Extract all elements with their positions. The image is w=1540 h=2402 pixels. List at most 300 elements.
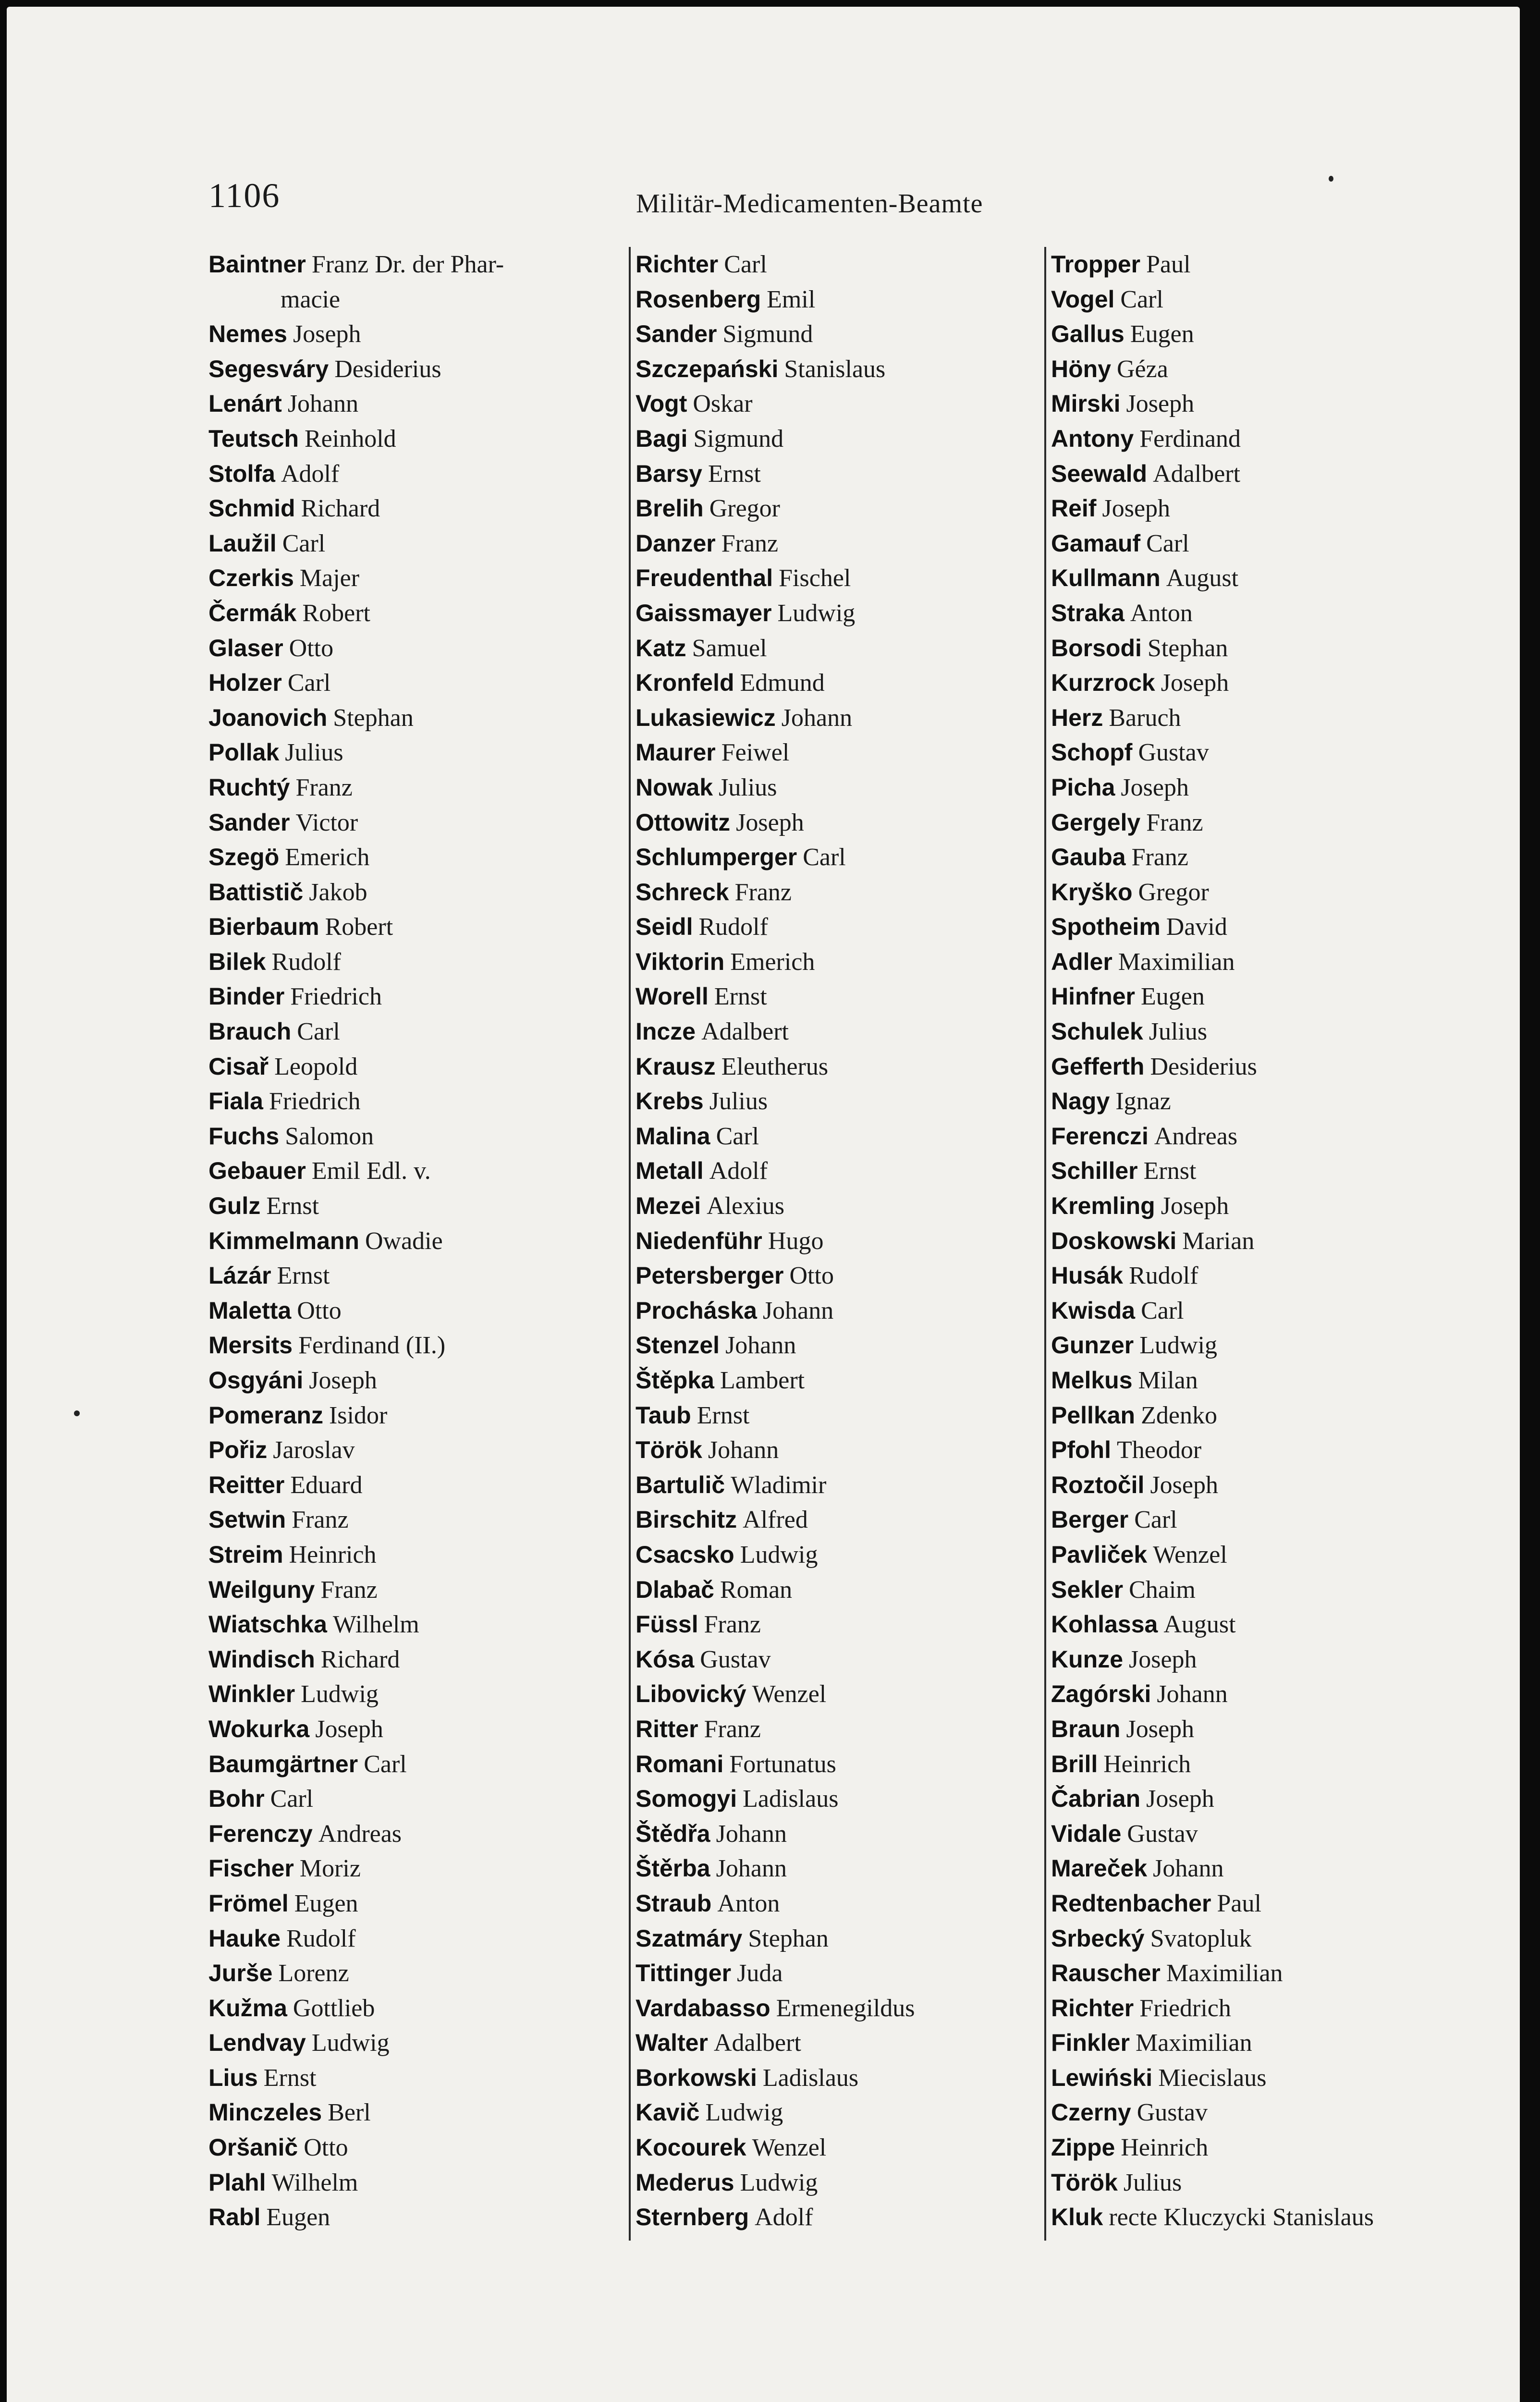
given-name: Carl <box>270 1785 314 1813</box>
given-name: Johann <box>781 704 853 732</box>
list-item <box>208 805 593 840</box>
surname: Worell <box>636 983 709 1010</box>
list-item <box>1051 1258 1531 1293</box>
given-name: Maximilian <box>1118 948 1235 976</box>
list-item <box>208 631 593 666</box>
surname: Kwisda <box>1051 1297 1136 1324</box>
given-name: Franz <box>292 1506 349 1534</box>
given-name: Paul <box>1217 1889 1261 1917</box>
surname: Weilguny <box>208 1576 315 1603</box>
ink-speck <box>74 1410 80 1416</box>
surname: Ottowitz <box>636 809 731 836</box>
given-name: Joseph <box>1121 773 1189 801</box>
surname: Hauke <box>208 1924 281 1952</box>
list-item <box>1051 909 1531 944</box>
surname: Gaissmayer <box>636 599 772 626</box>
given-name: Fortunatus <box>729 1750 836 1778</box>
surname: Bierbaum <box>208 913 319 941</box>
list-item <box>636 2130 1039 2165</box>
surname: Libovický <box>636 1680 746 1708</box>
given-name: Wenzel <box>1153 1541 1227 1569</box>
given-name: Oskar <box>693 390 753 418</box>
list-item <box>636 665 1039 700</box>
list-item <box>1051 2060 1531 2096</box>
given-name: Samuel <box>692 634 767 662</box>
list-item <box>1051 1712 1531 1747</box>
given-name: Majer <box>299 564 360 592</box>
given-name: Carl <box>297 1018 340 1046</box>
surname: Czerkis <box>208 564 294 592</box>
list-item <box>1051 1607 1531 1642</box>
given-name: Edmund <box>740 669 825 697</box>
list-item <box>636 317 1039 352</box>
list-item <box>1051 735 1531 770</box>
surname: Seewald <box>1051 460 1148 487</box>
list-item <box>1051 282 1531 317</box>
surname: Pořiz <box>208 1436 268 1464</box>
given-name: Gustav <box>1127 1820 1198 1848</box>
list-item <box>208 1189 593 1224</box>
list-item <box>1051 1363 1531 1398</box>
surname: Zippe <box>1051 2134 1115 2161</box>
surname: Osgyáni <box>208 1367 304 1394</box>
given-name: Fischel <box>779 564 851 592</box>
given-name: Adolf <box>281 460 340 488</box>
surname: Sternberg <box>636 2204 749 2231</box>
surname: Stenzel <box>636 1332 720 1359</box>
list-item <box>208 1816 593 1851</box>
given-name: Eugen <box>1141 983 1205 1011</box>
given-name: Emil <box>767 285 816 313</box>
given-name: Gregor <box>709 495 780 523</box>
surname: Krausz <box>636 1053 716 1080</box>
surname: Doskowski <box>1051 1227 1177 1254</box>
list-item <box>208 944 593 980</box>
given-name: Svatopluk <box>1150 1924 1252 1952</box>
surname: Kósa <box>636 1645 695 1673</box>
list-item <box>1051 1398 1531 1433</box>
given-name: Wladimir <box>731 1471 827 1499</box>
surname: Teutsch <box>208 425 299 452</box>
surname: Straka <box>1051 599 1124 626</box>
surname: Binder <box>208 983 285 1010</box>
list-item <box>636 1677 1039 1712</box>
list-item <box>636 2200 1039 2235</box>
list-item <box>208 1502 593 1537</box>
given-name: Marian <box>1182 1227 1255 1255</box>
surname: Vardabasso <box>636 1994 770 2022</box>
surname: Ritter <box>636 1715 698 1742</box>
name-column-2 <box>629 247 1039 2241</box>
given-name: Otto <box>297 1297 342 1324</box>
surname: Kocourek <box>636 2134 746 2161</box>
given-name: Rudolf <box>271 948 341 976</box>
list-item <box>636 247 1039 282</box>
surname: Richter <box>636 251 719 278</box>
given-name: Géza <box>1117 355 1168 383</box>
ink-speck <box>1329 176 1333 182</box>
given-name: August <box>1163 1611 1236 1639</box>
given-name: Gustav <box>1137 2099 1208 2127</box>
given-name: Stephan <box>748 1924 829 1952</box>
given-name: Carl <box>282 529 326 557</box>
surname: Čermák <box>208 599 297 626</box>
list-item <box>208 247 593 282</box>
surname: Gebauer <box>208 1157 306 1185</box>
list-item <box>636 1153 1039 1189</box>
surname: Lukasiewicz <box>636 704 776 731</box>
given-name: Johann <box>716 1855 787 1883</box>
surname: Katz <box>636 634 686 662</box>
surname: Srbecký <box>1051 1924 1145 1952</box>
given-name: Otto <box>289 634 334 662</box>
list-item <box>1051 1956 1531 1991</box>
list-item <box>1051 665 1531 700</box>
list-item <box>208 1084 593 1119</box>
list-item <box>208 1049 593 1084</box>
given-name: Julius <box>1123 2169 1182 2196</box>
surname: Reitter <box>208 1471 285 1498</box>
list-item <box>1051 596 1531 631</box>
surname: Stolfa <box>208 460 275 487</box>
given-name: Joseph <box>1126 1715 1195 1743</box>
given-name: Juda <box>737 1960 783 1987</box>
surname: Nagy <box>1051 1088 1110 1115</box>
given-name: Franz <box>1146 809 1203 836</box>
list-item <box>636 1607 1039 1642</box>
surname: Maurer <box>636 739 716 766</box>
given-name: Carl <box>716 1122 759 1150</box>
given-name: Zdenko <box>1141 1401 1217 1429</box>
surname: Baintner <box>208 251 306 278</box>
surname: Ruchtý <box>208 773 290 801</box>
surname: Lenárt <box>208 390 282 417</box>
given-name: Emil Edl. v. <box>311 1157 431 1185</box>
surname: Fuchs <box>208 1122 280 1150</box>
given-name: Rudolf <box>286 1924 356 1952</box>
list-item <box>208 1642 593 1677</box>
given-name: Joseph <box>1150 1471 1218 1499</box>
list-item <box>1051 526 1531 561</box>
given-name: Paul <box>1146 251 1191 278</box>
given-name: Carl <box>1134 1506 1177 1534</box>
page-number: 1106 <box>208 176 281 215</box>
list-item <box>636 1224 1039 1259</box>
given-name: macie <box>281 285 341 313</box>
list-item <box>636 2095 1039 2130</box>
given-name: Roman <box>720 1576 793 1604</box>
given-name: Carl <box>724 251 767 278</box>
surname: Vogel <box>1051 285 1115 313</box>
given-name: Richard <box>320 1645 400 1673</box>
surname: Nemes <box>208 320 287 348</box>
surname: Seidl <box>636 913 693 941</box>
list-item <box>1051 1747 1531 1782</box>
surname: Joanovich <box>208 704 328 731</box>
surname: Lewiński <box>1051 2064 1153 2091</box>
given-name: Franz <box>734 878 792 906</box>
surname: Mirski <box>1051 390 1121 417</box>
given-name: Jakob <box>309 878 367 906</box>
list-item <box>208 1293 593 1328</box>
given-name: Gregor <box>1138 878 1209 906</box>
list-item <box>1051 700 1531 735</box>
surname: Jurše <box>208 1960 273 1987</box>
list-item <box>208 1677 593 1712</box>
surname: Bartulič <box>636 1471 725 1498</box>
surname: Bohr <box>208 1785 265 1813</box>
running-head: Militär-Medicamenten-Beamte <box>636 189 983 219</box>
given-name: Maximilian <box>1135 2029 1252 2057</box>
surname: Kremling <box>1051 1192 1155 1220</box>
given-name: Adalbert <box>713 2029 801 2057</box>
given-name: Carl <box>803 844 846 871</box>
given-name: Carl <box>287 669 331 697</box>
given-name: Joseph <box>1161 669 1229 697</box>
given-name: Johann <box>1157 1680 1228 1708</box>
given-name: Johann <box>725 1332 796 1360</box>
surname: Zagórski <box>1051 1680 1151 1708</box>
given-name: Sigmund <box>693 425 784 453</box>
given-name: Carl <box>1146 529 1189 557</box>
surname: Fiala <box>208 1088 263 1115</box>
surname: Mezei <box>636 1192 701 1220</box>
list-item <box>1051 317 1531 352</box>
surname: Finkler <box>1051 2029 1130 2057</box>
given-name: Wenzel <box>752 1680 827 1708</box>
list-item <box>1051 1084 1531 1119</box>
surname: Streim <box>208 1541 283 1568</box>
given-name: Carl <box>364 1750 407 1778</box>
list-item <box>636 1084 1039 1119</box>
surname: Tittinger <box>636 1960 732 1987</box>
surname: Vidale <box>1051 1820 1122 1847</box>
list-item <box>1051 352 1531 387</box>
list-item <box>636 1991 1039 2026</box>
list-item <box>208 1468 593 1503</box>
list-item <box>636 1398 1039 1433</box>
surname: Richter <box>1051 1994 1134 2022</box>
list-item <box>1051 1572 1531 1607</box>
given-name: Julius <box>719 773 777 801</box>
list-item <box>1051 805 1531 840</box>
given-name: Emerich <box>730 948 815 976</box>
list-item <box>208 2060 593 2096</box>
list-item <box>636 1886 1039 1921</box>
given-name: Milan <box>1138 1367 1198 1394</box>
surname: Čabrian <box>1051 1785 1141 1813</box>
given-name: Andreas <box>318 1820 402 1848</box>
surname: Picha <box>1051 773 1115 801</box>
surname: Melkus <box>1051 1367 1133 1394</box>
list-item <box>636 770 1039 805</box>
list-item <box>208 352 593 387</box>
list-item <box>636 1816 1039 1851</box>
list-item <box>208 1572 593 1607</box>
list-item <box>636 1363 1039 1398</box>
surname: Rabl <box>208 2204 261 2231</box>
list-item <box>208 1328 593 1363</box>
list-item <box>1051 631 1531 666</box>
given-name: Carl <box>1141 1297 1184 1324</box>
list-item <box>1051 1153 1531 1189</box>
list-item <box>636 1119 1039 1154</box>
list-item <box>1051 561 1531 596</box>
given-name: Joseph <box>1129 1645 1197 1673</box>
list-item <box>1051 1433 1531 1468</box>
surname: Gamauf <box>1051 529 1141 557</box>
list-item <box>1051 2200 1531 2235</box>
surname: Mareček <box>1051 1855 1148 1882</box>
given-name: Joseph <box>1126 390 1195 418</box>
surname: Sander <box>208 809 290 836</box>
list-item <box>636 386 1039 421</box>
list-item <box>208 770 593 805</box>
list-item <box>208 840 593 875</box>
list-item <box>208 1747 593 1782</box>
given-name: Gustav <box>700 1645 771 1673</box>
list-item <box>1051 1781 1531 1816</box>
given-name: Adalbert <box>701 1018 789 1046</box>
list-item <box>208 1119 593 1154</box>
surname: Adler <box>1051 948 1112 975</box>
list-item <box>208 1921 593 1956</box>
surname: Štědřa <box>636 1820 710 1847</box>
list-item <box>208 1433 593 1468</box>
list-item <box>636 2165 1039 2200</box>
given-name: Ladislaus <box>743 1785 839 1813</box>
given-name: Baruch <box>1109 704 1181 732</box>
list-item <box>636 1572 1039 1607</box>
given-name: Ernst <box>277 1262 330 1290</box>
surname: Szatmáry <box>636 1924 743 1952</box>
list-item <box>208 2200 593 2235</box>
given-name: Ludwig <box>740 2169 818 2196</box>
list-item <box>636 352 1039 387</box>
given-name: Johann <box>287 390 359 418</box>
given-name: Feiwel <box>721 739 790 767</box>
list-item <box>1051 2130 1531 2165</box>
surname: Rauscher <box>1051 1960 1161 1987</box>
list-item <box>636 421 1039 456</box>
given-name: Stephan <box>333 704 414 732</box>
list-item <box>1051 1816 1531 1851</box>
surname: Török <box>1051 2169 1118 2196</box>
list-item <box>636 1293 1039 1328</box>
list-item <box>636 735 1039 770</box>
given-name: Johann <box>716 1820 787 1848</box>
list-item <box>636 1712 1039 1747</box>
list-item <box>636 875 1039 910</box>
list-item <box>208 1781 593 1816</box>
list-item <box>636 840 1039 875</box>
list-item <box>636 561 1039 596</box>
given-name: Ernst <box>697 1401 750 1429</box>
given-name: Julius <box>285 739 343 767</box>
surname: Pollak <box>208 739 280 766</box>
surname: Štěpka <box>636 1367 714 1394</box>
list-item <box>636 1258 1039 1293</box>
surname: Kavič <box>636 2099 700 2126</box>
surname: Gauba <box>1051 844 1126 871</box>
surname: Mersits <box>208 1332 293 1359</box>
list-item <box>208 909 593 944</box>
surname: Gunzer <box>1051 1332 1134 1359</box>
surname: Husák <box>1051 1262 1124 1289</box>
list-item <box>208 1363 593 1398</box>
given-name: Theodor <box>1116 1436 1202 1464</box>
surname: Petersberger <box>636 1262 784 1289</box>
surname: Sander <box>636 320 717 348</box>
given-name: Adolf <box>709 1157 768 1185</box>
given-name: Otto <box>304 2134 348 2162</box>
surname: Schlumperger <box>636 844 797 871</box>
list-item <box>1051 1991 1531 2026</box>
given-name: Julius <box>1149 1018 1208 1046</box>
list-item <box>636 1502 1039 1537</box>
list-item <box>208 1607 593 1642</box>
surname: Maletta <box>208 1297 292 1324</box>
given-name: Otto <box>789 1262 834 1290</box>
surname: Hinfner <box>1051 983 1135 1010</box>
given-name: Anton <box>717 1889 780 1917</box>
list-item <box>1051 456 1531 491</box>
surname: Cisař <box>208 1053 269 1080</box>
given-name: Robert <box>325 913 393 941</box>
list-item <box>208 735 593 770</box>
list-item <box>636 1851 1039 1886</box>
surname: Wiatschka <box>208 1611 327 1638</box>
list-item <box>1051 247 1531 282</box>
list-item <box>636 596 1039 631</box>
given-name: Desiderius <box>1150 1053 1257 1080</box>
surname: Nowak <box>636 773 713 801</box>
list-item <box>1051 944 1531 980</box>
given-name: Victor <box>295 809 358 836</box>
given-name: Franz <box>704 1611 761 1639</box>
list-item <box>636 631 1039 666</box>
surname: Fischer <box>208 1855 294 1882</box>
surname: Gallus <box>1051 320 1124 348</box>
list-item <box>636 526 1039 561</box>
given-name: Moriz <box>299 1855 361 1883</box>
surname: Kronfeld <box>636 669 734 697</box>
given-name: Gottlieb <box>293 1994 375 2022</box>
list-item <box>1051 770 1531 805</box>
surname: Berger <box>1051 1506 1129 1533</box>
given-name: Maximilian <box>1166 1960 1283 1987</box>
list-item <box>208 421 593 456</box>
surname: Bagi <box>636 425 688 452</box>
list-item <box>636 909 1039 944</box>
given-name: Robert <box>302 599 370 627</box>
list-item <box>636 700 1039 735</box>
given-name: Salomon <box>285 1122 374 1150</box>
given-name: Wenzel <box>752 2134 827 2162</box>
surname: Ferenczi <box>1051 1122 1149 1150</box>
list-item <box>208 1537 593 1572</box>
list-item <box>1051 1049 1531 1084</box>
list-item <box>1051 1502 1531 1537</box>
surname: Kužma <box>208 1994 287 2022</box>
given-name: Franz <box>295 773 353 801</box>
list-item <box>1051 1328 1531 1363</box>
surname: Vogt <box>636 390 687 417</box>
list-item <box>208 1886 593 1921</box>
given-name: Julius <box>709 1088 768 1115</box>
surname: Kryško <box>1051 878 1133 906</box>
surname: Taub <box>636 1401 691 1429</box>
